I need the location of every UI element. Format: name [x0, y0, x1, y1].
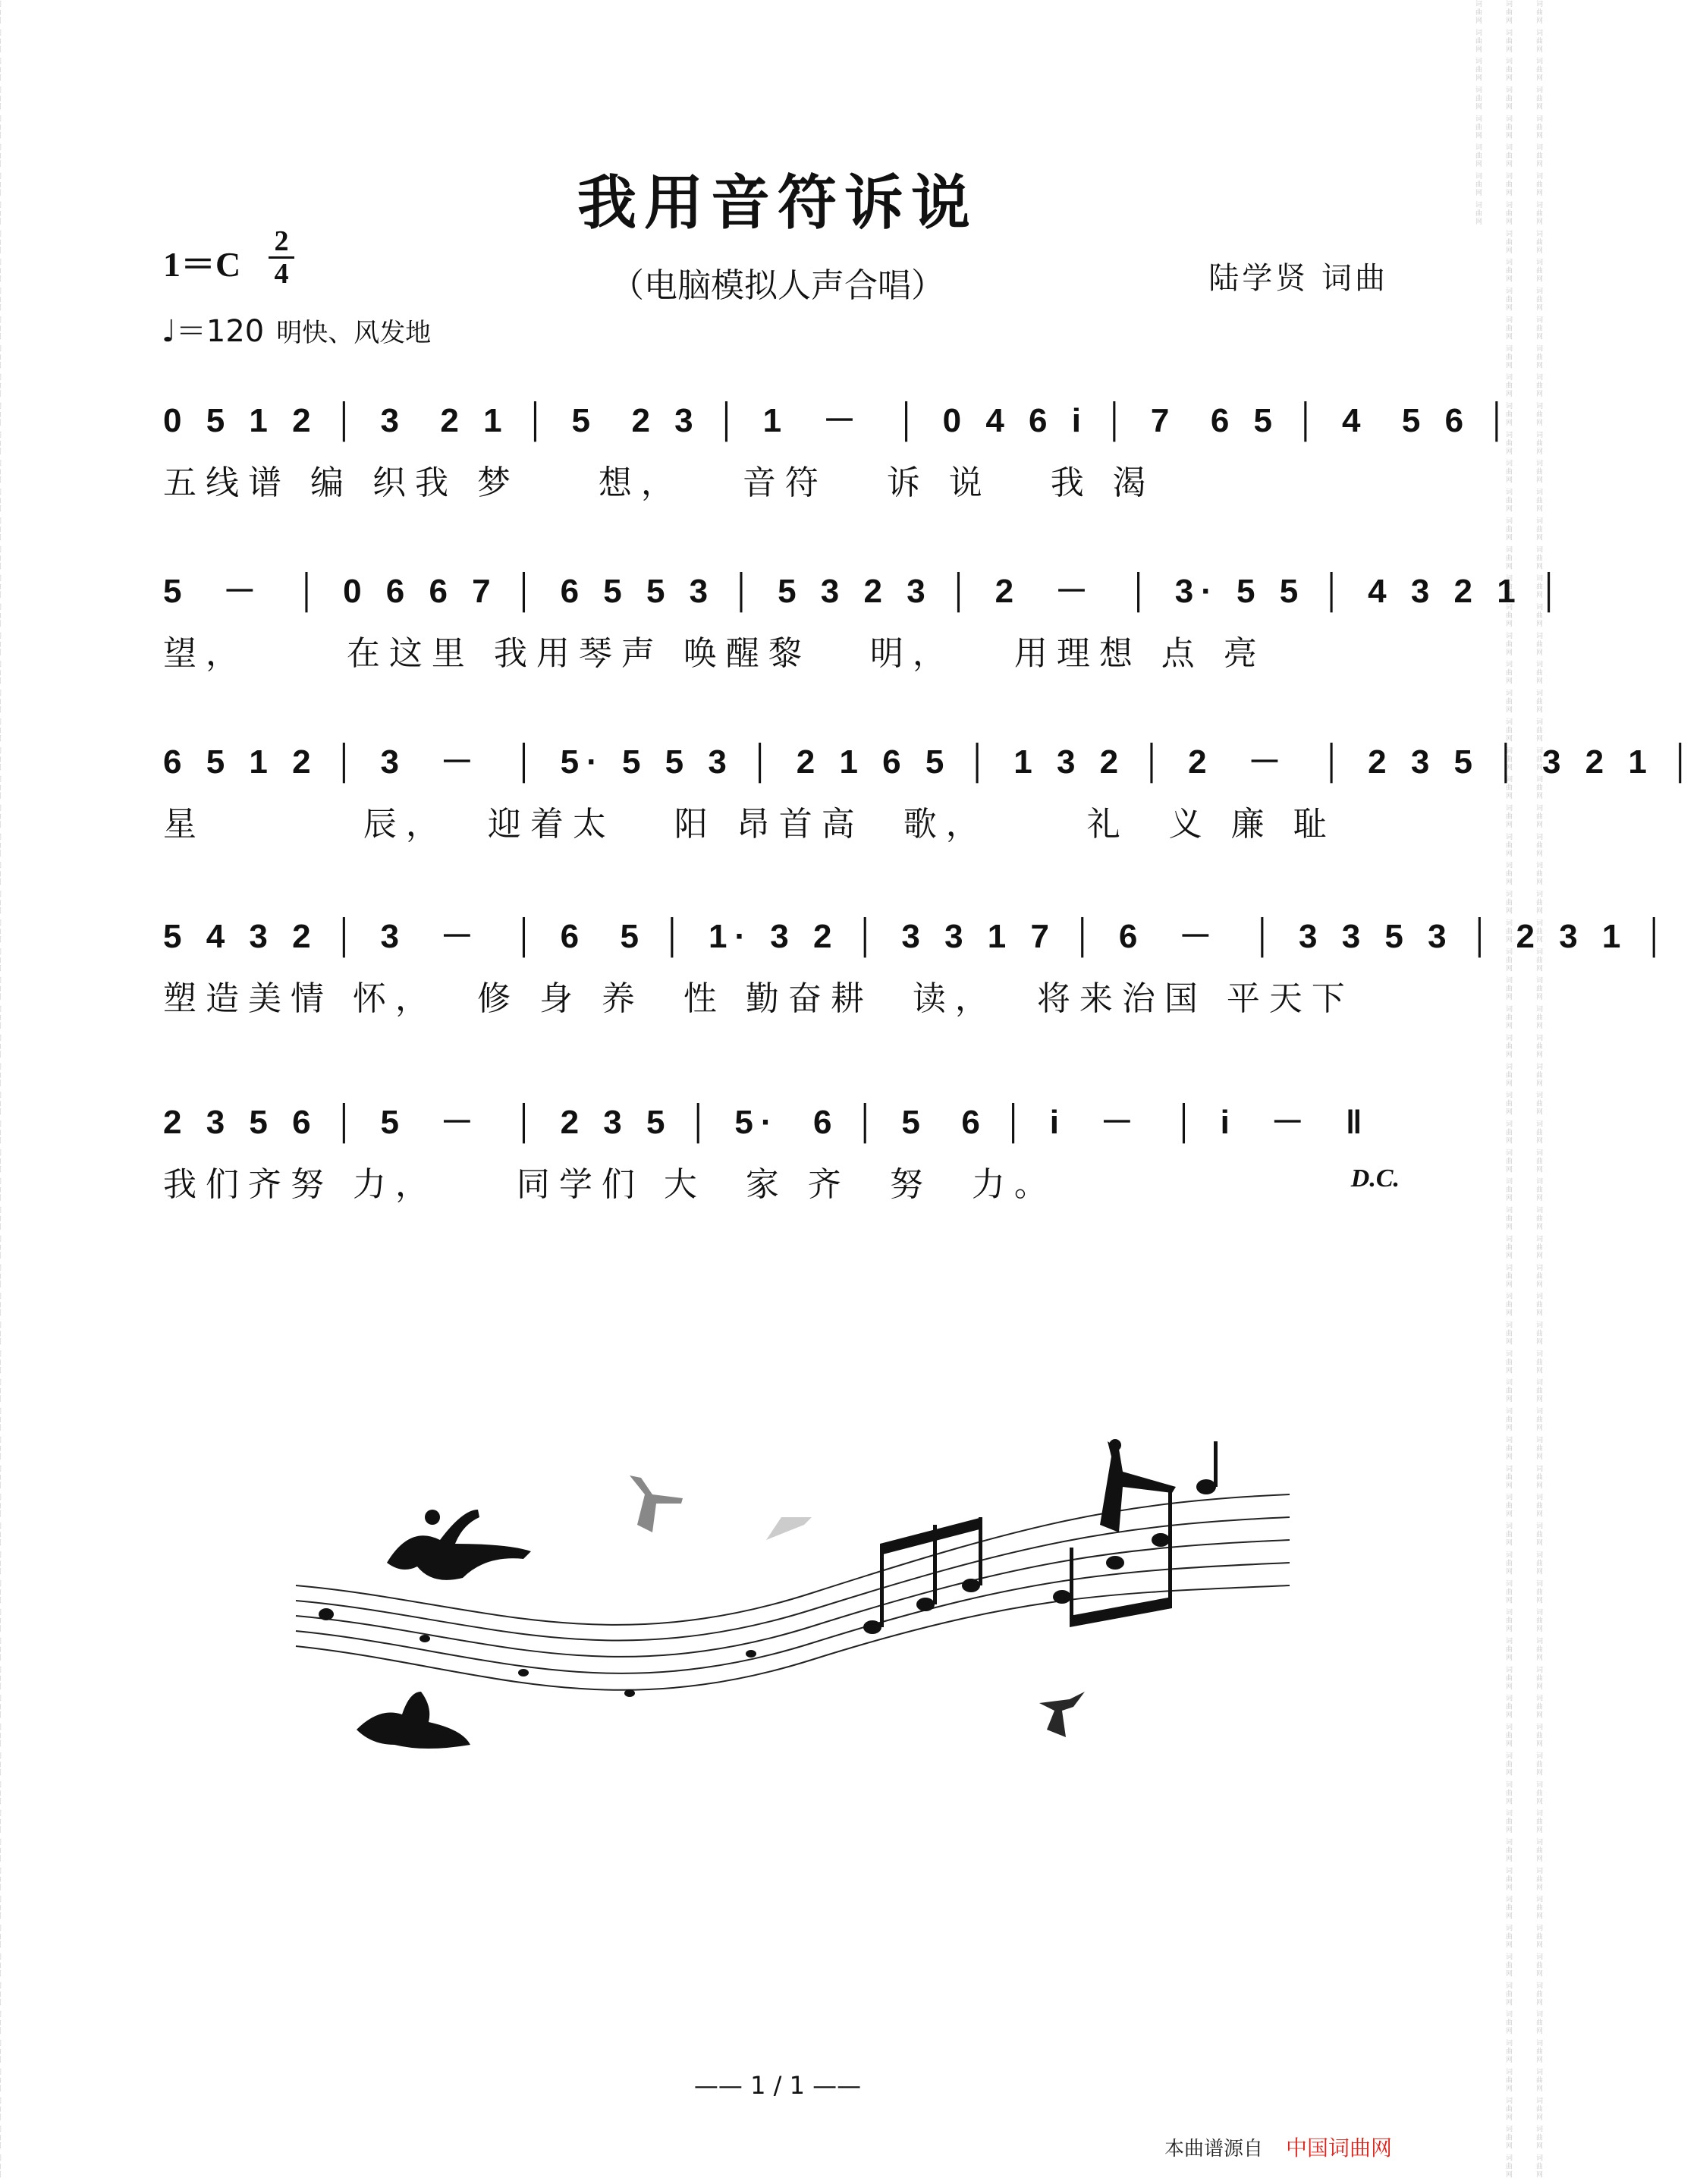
da-capo-mark: D.C. [1350, 1164, 1400, 1193]
lyric-line: 望， 在这里 我用琴声 唤醒黎 明， 用理想 点 亮 [163, 634, 1266, 673]
dancers-on-staff-illustration [281, 1411, 1305, 1775]
song-subtitle: （电脑模拟人声合唱） [611, 266, 944, 305]
page-number: —— 1 / 1 —— [693, 2071, 862, 2100]
lyric-line: 我们齐努 力， 同学们 大 家 齐 努 力。 [163, 1165, 1057, 1204]
notation-line: 6 5 1 2 │ 3 － │ 5· 5 5 3 │ 2 1 6 5 │ 1 3 2 │ 2 － │ 2 3 5 │ 3 2 1 │ [163, 743, 1700, 781]
dancer-silhouettes [357, 1439, 1176, 1749]
left-watermark-strip [2, 0, 12, 2184]
score-row-1 [163, 391, 1516, 502]
notation-line: 5 － │ 0 6 6 7 │ 6 5 5 3 │ 5 3 2 3 │ 2 － │ 3· 5 5 │ 4 3 2 1 │ [163, 573, 1569, 610]
tempo-marking [162, 307, 431, 350]
key-signature: 1＝C [163, 245, 241, 284]
source-credit [1164, 2132, 1392, 2162]
song-title: 我用音符诉说 [577, 168, 978, 237]
notation-line: 5 4 3 2 │ 3 － │ 6 5 │ 1· 3 2 │ 3 3 1 7 │ 6 － │ 3 3 5 3 │ 2 3 1 │ [163, 918, 1674, 955]
source-site-link[interactable]: 中国词曲网 [1285, 2135, 1392, 2160]
source-label: 本曲谱源自 [1164, 2138, 1263, 2160]
score-row-2 [163, 561, 1569, 673]
tempo-value: ♩＝120 [162, 314, 265, 349]
right-watermark-strip: 词曲网 词曲网 词曲网 词曲网 词曲网 词曲网 词曲网 词曲网 词曲网 词曲网 词曲网 词曲网 词曲网 词曲网 词曲网 词曲网 词曲网 词曲网 词曲网 词曲网 词曲网 词曲网 词曲网 词曲网 词曲网 词曲网 词曲网 词曲网 词曲网 词曲网 词曲网 词曲网 词曲网 词曲网 词曲网 词曲网 词曲网 词曲网 词曲网 词曲网 词曲网 词曲网 词曲网 词曲网 词曲网 词曲网 词曲网 词曲网 词曲网 词曲网 词曲网 词曲网 词曲网 词曲网 词曲网 词曲网 词曲网 词曲网 词曲网 词曲网 词曲网 词曲网 词曲网 词曲网 词曲网 词曲网 词曲网 词曲网 词曲网 词曲网 词曲网 词曲网 词曲网 词曲网 词曲网 词曲网 词曲网 词曲网 词曲网 词曲网 词曲网 词曲网 词曲网 词曲网 词曲网 词曲网 词曲网 词曲网 词曲网 词曲网 词曲网 词曲网 词曲网 词曲网 词曲网 词曲网 词曲网 词曲网 词曲网 词曲网 词曲网 词曲网 词曲网 词曲网 词曲网 词曲网 词曲网 词曲网 词曲网 词曲网 词曲网 词曲网 词曲网 词曲网 词曲网 词曲网 词曲网 词曲网 词曲网 词曲网 词曲网 词曲网 词曲网 词曲网 词曲网 词曲网 词曲网 词曲网 词曲网 词曲网 词曲网 词曲网 词曲网 词曲网 词曲网 词曲网 词曲网 词曲网 词曲网 词曲网 词曲网 词曲网 词曲网 词曲网 词曲网 词曲网 词曲网 词曲网 词曲网 词曲网 词曲网 词曲网 词曲网 词曲网 词曲网 词曲网 词曲网 词曲网 词曲网 词曲网 [1474, 0, 1542, 2179]
score-row-5 [163, 1092, 1400, 1204]
expression-marking: 明快、风发地 [276, 318, 432, 348]
notation-line: 0 5 1 2 │ 3 2 1 │ 5 2 3 │ 1 － │ 0 4 6 i │ 7 6 5 │ 4 5 6 │ [163, 402, 1516, 439]
lyric-line: 塑造美情 怀， 修 身 养 性 勤奋耕 读， 将来治国 平天下 [163, 979, 1354, 1018]
time-signature-bottom: 4 [274, 258, 289, 290]
composer-credit: 陆学贤 词曲 [1208, 261, 1388, 296]
score-row-4 [163, 907, 1674, 1018]
lyric-line: 星 辰， 迎着太 阳 昂首高 歌， 礼 义 廉 耻 [163, 805, 1336, 844]
score-row-3 [163, 732, 1700, 844]
lyric-line: 五线谱 编 织我 梦 想， 音符 诉 说 我 渴 [163, 464, 1155, 502]
notation-line: 2 3 5 6 │ 5 － │ 2 3 5 │ 5· 6 │ 5 6 │ i － │ i － ‖ [163, 1104, 1370, 1141]
time-signature-top: 2 [274, 225, 289, 257]
